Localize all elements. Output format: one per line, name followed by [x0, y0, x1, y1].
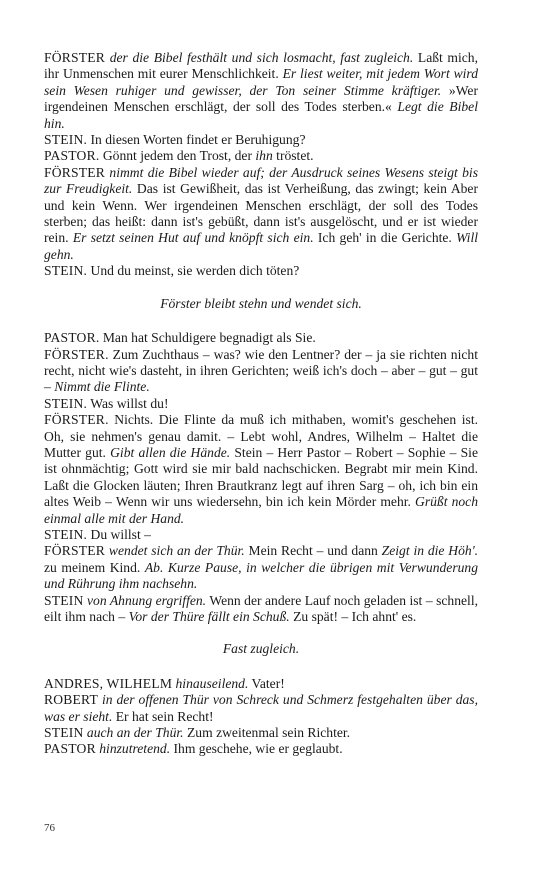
dialogue-text: Du willst – — [87, 526, 151, 542]
speaker-name: STEIN. — [44, 132, 88, 148]
dialogue-text: Das ist Gewißheit, das ist Verheißung, das zwingt; kein Aber und kein Wenn. Wer irgendeinen Menschen erschlägt, der soll des Todes sterben; das heißt: dann ist's gebüßt, dann ist's ausgelöscht, und er ist wieder rein. — [44, 181, 478, 246]
speaker-name: FÖRSTER — [44, 543, 106, 559]
stage-direction-centered: Fast zugleich. — [222, 641, 300, 657]
dialogue-paragraph — [44, 132, 478, 148]
stage-direction: Er setzt seinen Hut auf und knöpft sich ein. — [72, 230, 314, 246]
stage-direction: in der offenen Thür von Schreck und Schmerz festgehalten über das, was er sieht. — [44, 692, 478, 724]
stage-direction: von Ahnung ergriffen. — [83, 592, 207, 608]
dialogue-text: »Wer irgendeinen Menschen erschlägt, der soll des Todes sterben.« — [44, 82, 478, 115]
speaker-name: FÖRSTER. — [44, 346, 109, 362]
speaker-name: FÖRSTER — [44, 164, 106, 180]
stage-direction: Vor der Thüre fällt ein Schuß. — [128, 609, 290, 624]
dialogue-paragraph — [44, 50, 478, 132]
dialogue-paragraph — [44, 692, 478, 725]
dialogue-text: Stein – Herr Pastor – Robert – Sophie – Sie ist ohnmächtig; Gott wird sie mir bald nachschicken. Begrabt mir mein Kind. Laßt die Glocken läuten; Ihren Brautkranz legt auf ihren Sarg – oh, ich bin ein altes Weib – Wenn wir uns wiedersehn, bin ich kein Mörder mehr. — [44, 444, 478, 510]
stage-direction: Zeigt in die Höh'. — [381, 543, 478, 559]
dialogue-text: Zu spät! – Ich ahnt' es. — [289, 609, 417, 624]
dialogue-text: Vater! — [248, 675, 285, 691]
dialogue-text: Mein Recht – und dann — [244, 543, 382, 559]
dialogue-text: Wenn der andere Lauf noch geladen ist – schnell, eilt ihm nach – — [44, 592, 478, 624]
stage-direction: Er liest weiter, mit jedem Wort wird sein Wesen ruhiger und gewisser, der Ton seiner Stimme kräftiger. — [44, 66, 478, 98]
stage-direction: Nimmt die Flinte. — [54, 379, 150, 395]
dialogue-text: Ihm geschehe, wie er geglaubt. — [170, 741, 343, 757]
dialogue-paragraph — [44, 165, 478, 263]
speaker-name: PASTOR. — [44, 148, 100, 164]
dialogue-paragraph — [44, 725, 478, 741]
dialogue-text: Zum Zuchthaus – was? wie den Lentner? der – ja sie richten nicht recht, nicht wie's dasteht, in ihren Gerichten; weiß ich's doch – aber – gut – gut – — [44, 346, 478, 395]
stage-direction: hinzutretend. — [95, 741, 171, 757]
dialogue-text: Er hat sein Recht! — [112, 708, 214, 724]
speaker-name: STEIN. — [44, 263, 88, 279]
speaker-name: PASTOR — [44, 741, 96, 757]
stage-direction: der die Bibel festhält und sich losmacht, fast zugleich. — [105, 50, 414, 65]
stage-direction: Grüßt noch einmal alle mit der Hand. — [44, 494, 478, 526]
dialogue-text: Was willst du! — [87, 395, 169, 411]
dialogue-text: Man hat Schuldigere begnadigt als Sie. — [99, 330, 316, 346]
speaker-name: FÖRSTER. — [44, 412, 109, 428]
dialogue-paragraph — [44, 543, 478, 592]
dialogue-paragraph — [44, 741, 478, 757]
stage-direction: Will gehn. — [44, 230, 479, 262]
speaker-name: ROBERT — [44, 692, 99, 708]
page-number: 76 — [44, 822, 55, 834]
stage-direction: Ab. Kurze Pause, in welcher die übrigen mit Verwunderung und Rührung ihm nachsehn. — [44, 559, 478, 592]
dialogue-paragraph — [44, 527, 478, 543]
speaker-name: PASTOR. — [44, 330, 100, 346]
stage-direction: ihn — [255, 148, 273, 164]
dialogue-text: Zum zweitenmal sein Richter. — [183, 725, 351, 741]
stage-direction: nimmt die Bibel wieder auf; der Ausdruck seines Wesens steigt bis zur Freudigkeit. — [44, 164, 478, 197]
dialogue-paragraph — [44, 263, 478, 279]
speaker-name: ANDRES, WILHELM — [44, 675, 173, 691]
stage-direction: Legt die Bibel hin. — [44, 99, 478, 131]
dialogue-paragraph — [44, 148, 478, 164]
speaker-name: STEIN — [44, 725, 84, 741]
dialogue-text: Ich geh' in die Gerichte. — [313, 230, 457, 246]
dialogue-text: Nichts. Die Flinte da muß ich mithaben, womit's geschehen ist. Oh, sie nehmen's genau damit. – Lebt wohl, Andres, Wilhelm – Haltet die Mutter gut. — [44, 412, 478, 460]
stage-direction: hinauseilend. — [172, 675, 249, 691]
dialogue-paragraph — [44, 330, 478, 346]
speaker-name: STEIN. — [44, 395, 88, 411]
dialogue-text: Und du meinst, sie werden dich töten? — [87, 263, 300, 279]
dialogue-paragraph — [44, 412, 478, 527]
dialogue-text: tröstet. — [272, 148, 314, 164]
stage-direction: auch an der Thür. — [83, 725, 184, 741]
dialogue-paragraph — [44, 396, 478, 412]
speaker-name: STEIN — [44, 592, 84, 608]
dialogue-paragraph — [44, 347, 478, 396]
stage-direction: Gibt allen die Hände. — [110, 444, 231, 460]
dialogue-text: In diesen Worten findet er Beruhigung? — [87, 132, 306, 148]
dialogue-paragraph — [44, 593, 478, 626]
speaker-name: STEIN. — [44, 526, 88, 542]
page-body — [44, 50, 478, 758]
dialogue-paragraph — [44, 676, 478, 692]
dialogue-text: Laßt mich, ihr Unmenschen mit eurer Menschlichkeit. — [44, 50, 479, 82]
dialogue-text: zu meinem Kind. — [44, 559, 145, 575]
dialogue-text: Gönnt jedem den Trost, der — [99, 148, 256, 164]
stage-direction-centered: Förster bleibt stehn und wendet sich. — [160, 295, 362, 311]
stage-direction: wendet sich an der Thür. — [105, 543, 245, 559]
speaker-name: FÖRSTER — [44, 50, 106, 65]
